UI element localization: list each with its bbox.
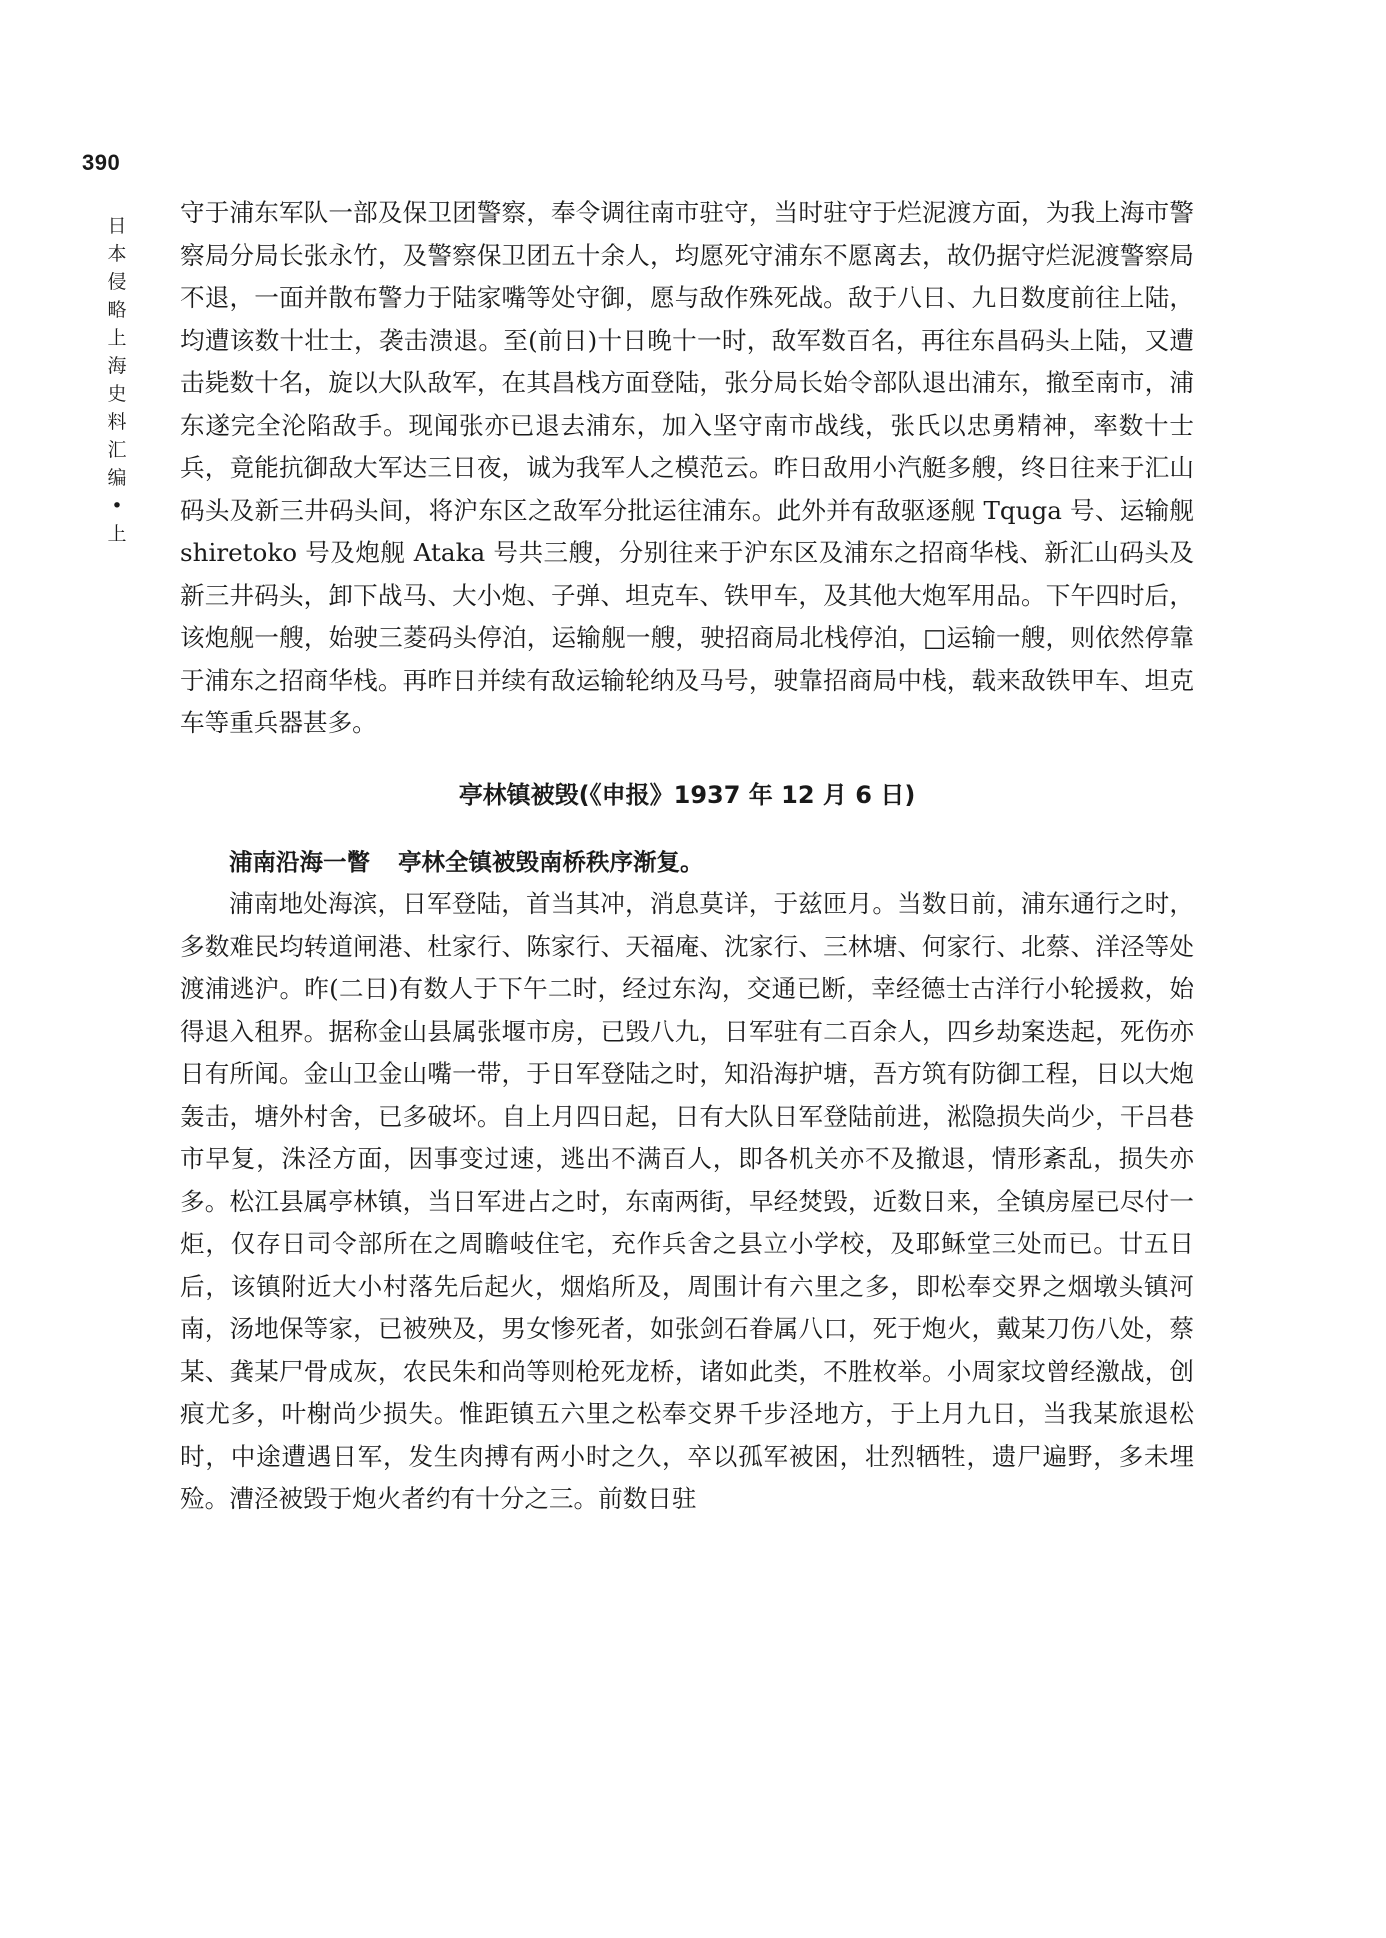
headline-part-2: 亭林全镇被毁南桥秩序渐复。	[398, 847, 704, 876]
article-continuation-paragraph: 守于浦东军队一部及保卫团警察，奉令调往南市驻守，当时驻守于烂泥渡方面，为我上海市警察局分局长张永竹，及警察保卫团五十余人，均愿死守浦东不愿离去，故仍据守烂泥渡警察局不退，一面并散布警力于陆家嘴等处守御，愿与敌作殊死战。敌于八日、九日数度前往上陆，均遭该数十壮士，袭击溃退。至(前日)十日晚十一时，敌军数百名，再往东昌码头上陆，又遭击毙数十名，旋以大队敌军，在其昌栈方面登陆，张分局长始令部队退出浦东，撤至南市，浦东遂完全沦陷敌手。现闻张亦已退去浦东，加入坚守南市战线，张氏以忠勇精神，率数十士兵，竟能抗御敌大军达三日夜，诚为我军人之模范云。昨日敌用小汽艇多艘，终日往来于汇山码头及新三井码头间，将沪东区之敌军分批运往浦东。此外并有敌驱逐舰 Tquga 号、运输舰 shiretoko 号及炮舰 Ataka 号共三艘，分别往来于沪东区及浦东之招商华栈、新汇山码头及新三井码头，卸下战马、大小炮、子弹、坦克车、铁甲车，及其他大炮军用品。下午四时后，该炮舰一艘，始驶三菱码头停泊，运输舰一艘，驶招商局北栈停泊，□运输一艘，则依然停靠于浦东之招商华栈。再昨日并续有敌运输轮纳及马号，驶靠招商局中栈，载来敌铁甲车、坦克车等重兵器甚多。	[180, 198, 1194, 737]
body-text	[180, 192, 1194, 1521]
article-body-paragraph: 浦南地处海滨，日军登陆，首当其冲，消息莫详，于兹匝月。当数日前，浦东通行之时，多数难民均转道闸港、杜家行、陈家行、天福庵、沈家行、三林塘、何家行、北蔡、洋泾等处渡浦逃沪。昨(二日)有数人于下午二时，经过东沟，交通已断，幸经德士古洋行小轮援救，始得退入租界。据称金山县属张堰市房，已毁八九，日军驻有二百余人，四乡劫案迭起，死伤亦日有所闻。金山卫金山嘴一带，于日军登陆之时，知沿海护塘，吾方筑有防御工程，日以大炮轰击，塘外村舍，已多破坏。自上月四日起，日有大队日军登陆前进，淞隐损失尚少，干吕巷市早复，洙泾方面，因事变过速，逃出不满百人，即各机关亦不及撤退，情形紊乱，损失亦多。松江县属亭林镇，当日军进占之时，东南两街，早经焚毁，近数日来，全镇房屋已尽付一炬，仅存日司令部所在之周瞻岐住宅，充作兵舍之县立小学校，及耶稣堂三处而已。廿五日后，该镇附近大小村落先后起火，烟焰所及，周围计有六里之多，即松奉交界之烟墩头镇河南，汤地保等家，已被殃及，男女惨死者，如张剑石眷属八口，死于炮火，戴某刀伤八处，蔡某、龚某尸骨成灰，农民朱和尚等则枪死龙桥，诸如此类，不胜枚举。小周家坟曾经激战，创痕尤多，叶榭尚少损失。惟距镇五六里之松奉交界千步泾地方，于上月九日，当我某旅退松时，中途遭遇日军，发生肉搏有两小时之久，卒以孤军被困，壮烈牺牲，遗尸遍野，多未埋殓。漕泾被毁于炮火者约有十分之三。前数日驻	[180, 889, 1194, 1513]
article-headline	[180, 841, 1194, 884]
running-head: 日本侵略上海史料汇编 • 上	[107, 215, 127, 545]
section-title: 亭林镇被毁(《申报》1937 年 12 月 6 日)	[458, 780, 916, 809]
headline-part-1: 浦南沿海一瞥	[229, 847, 370, 876]
page-number: 390	[82, 150, 121, 175]
